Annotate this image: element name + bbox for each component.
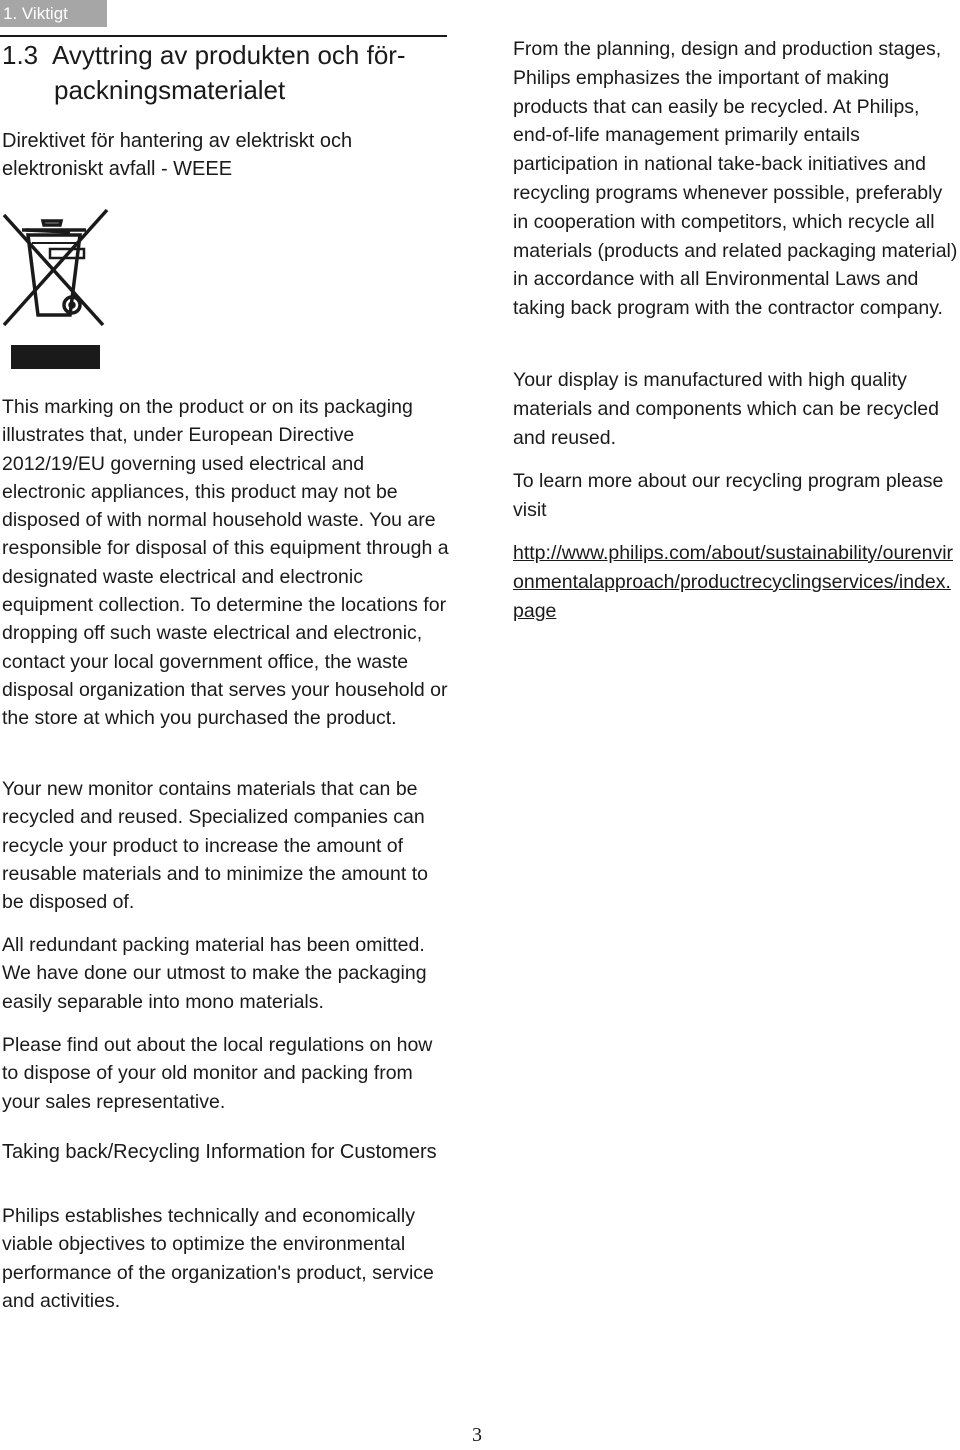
philips-objectives-paragraph: Philips establishes technically and economically viable objectives to optimize the environmental performance of the organization's product, service and activities. [2,1205,434,1312]
recycling-program-link[interactable]: http://www.philips.com/about/sustainability/ourenvironmentalapproach/productrecyclingservices/index.page [513,542,954,622]
planning-paragraph: From the planning, design and production stages, Philips emphasizes the important of making products that can easily be recycled. At Philips, end-of-life management primarily entails participation in national take-back initiatives and recycling programs whenever possible, preferably in cooperation with competitors, which recycle all materials (products and related packaging material) in accordance with all Environmental Laws and taking back program with the contractor company. [513,38,958,320]
learn-more-paragraph: To learn more about our recycling program please visit [513,470,944,521]
weee-bar [11,345,100,369]
packing-paragraph: All redundant packing material has been omitted. We have done our utmost to make the packaging easily separable into mono materials. [2,934,427,1013]
local-regulations-paragraph: Please find out about the local regulations on how to dispose of your old monitor and packing from your sales representative. [2,1034,433,1113]
section-title [2,38,447,108]
weee-crossed-bin-icon [0,205,110,370]
weee-paragraph: This marking on the product or on its packaging illustrates that, under European Directive 2012/19/EU governing used electrical and electronic appliances, this product may not be disposed of with normal household waste. You are responsible for disposal of this equipment through a designated waste electrical and electronic equipment collection. To determine the locations for dropping off such waste electrical and electronic, contact your local government office, the waste disposal organization that serves your household or the store at which you purchased the product. [2,396,449,730]
recycle-paragraph: Your new monitor contains materials that can be recycled and reused. Specialized companies can recycle your product to increase the amount of reusable materials and to minimize the amount to be disposed of. [2,778,428,914]
section-subtitle: Direktivet för hantering av elektriskt och elektroniskt avfall - WEEE [2,130,353,180]
heading-rule [0,35,447,37]
section-title-line2: packningsmaterialet [54,75,286,105]
page-number: 3 [472,1424,482,1446]
section-tab: 1. Viktigt [0,0,107,27]
section-title-line1: Avyttring av produkten och för- [52,40,406,70]
display-materials-paragraph: Your display is manufactured with high quality materials and components which can be recycled and reused. [513,369,939,449]
takeback-heading: Taking back/Recycling Information for Customers [2,1141,437,1163]
section-number: 1.3 [2,40,39,70]
